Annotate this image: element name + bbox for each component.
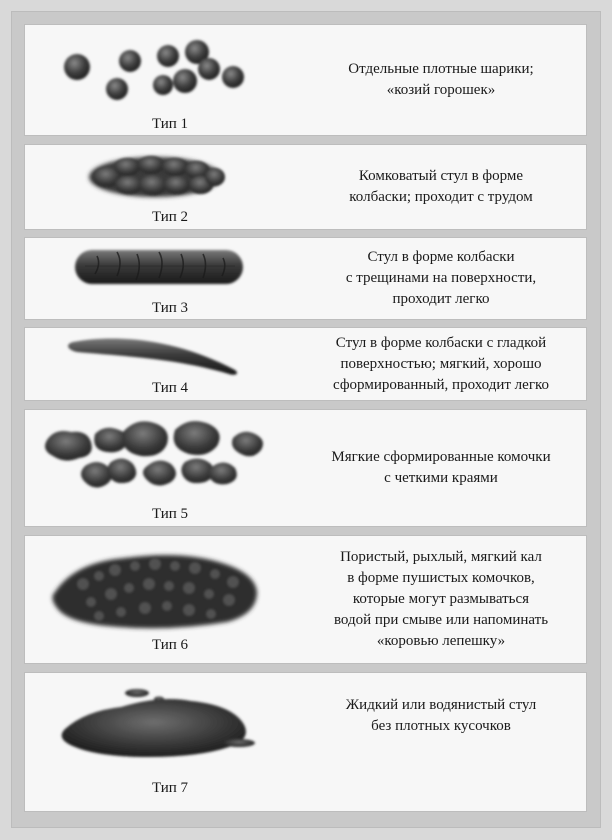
soft-blob bbox=[143, 460, 176, 485]
type-description bbox=[291, 145, 591, 229]
pellet bbox=[64, 54, 90, 80]
type-2-row bbox=[24, 144, 587, 230]
description-line: водой при смыве или напоминать bbox=[333, 612, 549, 628]
description-line: Пористый, рыхлый, мягкий кал bbox=[340, 549, 542, 565]
type-description bbox=[291, 328, 591, 400]
droplet bbox=[125, 689, 149, 697]
pellet bbox=[222, 66, 244, 88]
type-label: Тип 4 bbox=[151, 380, 189, 396]
description-line: в форме пушистых комочков, bbox=[347, 570, 535, 586]
pellet bbox=[119, 50, 141, 72]
puddle bbox=[62, 699, 246, 757]
type-description bbox=[291, 410, 591, 526]
description-line: «козий горошек» bbox=[386, 82, 496, 98]
type-5-row bbox=[24, 409, 587, 527]
description-line: которые могут размываться bbox=[352, 591, 530, 607]
type-label: Тип 5 bbox=[151, 506, 189, 522]
description-line: Стул в форме колбаски bbox=[367, 249, 515, 265]
type-label: Тип 7 bbox=[151, 780, 189, 796]
soft-blob bbox=[122, 421, 168, 456]
type-label: Тип 1 bbox=[151, 116, 189, 132]
type-label: Тип 6 bbox=[151, 637, 189, 653]
description-line: поверхностью; мягкий, хорошо bbox=[340, 355, 542, 372]
description-line: колбаски; проходит с трудом bbox=[349, 189, 533, 205]
pellet bbox=[157, 45, 179, 67]
soft-blob bbox=[174, 421, 220, 455]
description-line: с трещинами на поверхности, bbox=[345, 270, 537, 286]
description-line: Отдельные плотные шарики; bbox=[348, 61, 534, 77]
soft-blob bbox=[107, 458, 136, 483]
type-description bbox=[291, 238, 591, 319]
pellet bbox=[198, 58, 220, 80]
type-description bbox=[291, 25, 591, 135]
description-line: без плотных кусочков bbox=[371, 718, 511, 734]
soft-blob bbox=[81, 462, 112, 488]
description-line: «коровью лепешку» bbox=[376, 633, 506, 649]
droplet bbox=[223, 739, 255, 747]
type-3-row bbox=[24, 237, 587, 320]
type-6-row bbox=[24, 535, 587, 664]
type-label: Тип 3 bbox=[151, 300, 189, 316]
soft-blob bbox=[232, 432, 263, 457]
type-description bbox=[291, 536, 591, 663]
description-line: Комковатый стул в форме bbox=[358, 168, 524, 184]
description-line: проходит легко bbox=[392, 291, 490, 307]
soft-blob bbox=[209, 462, 237, 484]
pellet bbox=[173, 69, 197, 93]
description-line: с четкими краями bbox=[384, 470, 498, 486]
type-description bbox=[291, 673, 591, 759]
description-line: Жидкий или водянистый стул bbox=[345, 697, 537, 713]
description-line: Стул в форме колбаски с гладкой bbox=[335, 334, 547, 351]
type-label: Тип 2 bbox=[151, 209, 189, 225]
pellet bbox=[106, 78, 128, 100]
type-1-row bbox=[24, 24, 587, 136]
type-4-row bbox=[24, 327, 587, 401]
description-line: сформированный, проходит легко bbox=[333, 376, 549, 393]
type-7-row bbox=[24, 672, 587, 812]
description-line: Мягкие сформированные комочки bbox=[331, 449, 551, 465]
soft-blob bbox=[45, 431, 92, 461]
pellet bbox=[153, 75, 173, 95]
